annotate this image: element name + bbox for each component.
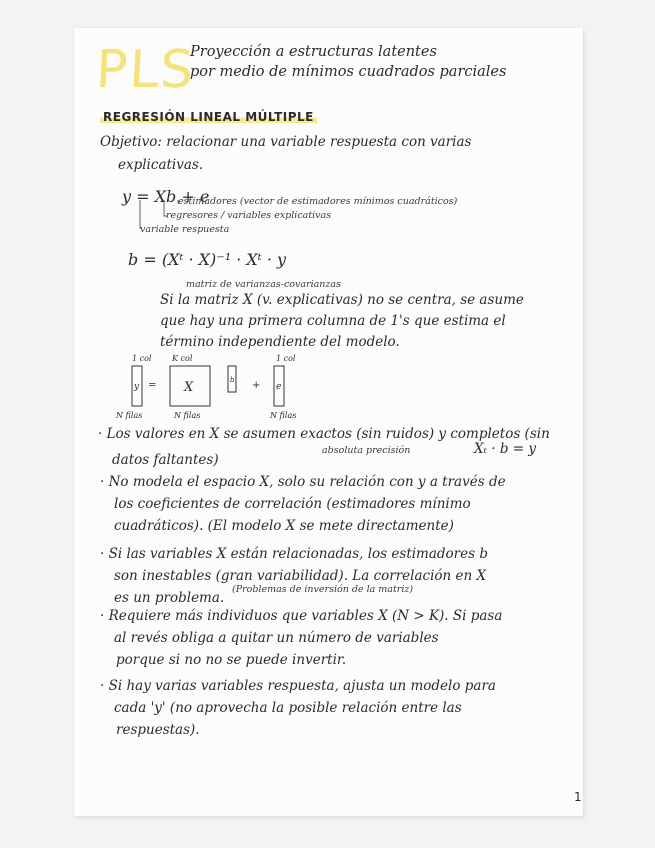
equals-sign: = [148,380,157,391]
x-bottom-label: N filas [174,411,201,420]
bullet-5-line-3: respuestas). [116,722,200,738]
bullet-1-line-1: · Los valores en X se asumen exactos (sin ruidos) y completos (sin [98,426,550,442]
note-varianzas: matriz de varianzas-covarianzas [186,279,341,290]
bullet-5-line-2: cada 'y' (no aprovecha la posible relación entre las [114,700,462,716]
bullet-4-line-2: al revés obliga a quitar un número de variables [114,630,439,646]
plus-sign: + [252,380,261,391]
y-label: y [134,382,140,392]
e-top-label: 1 col [276,354,296,363]
text-centrado-1: Si la matriz X (v. explicativas) no se centra, se asume [160,292,524,308]
e-bottom-label: N filas [270,411,297,420]
text-centrado-3: término independiente del modelo. [160,334,400,350]
text-centrado-2: que hay una primera columna de 1's que estima el [160,313,506,329]
equation-b: b = (Xᵗ · X)⁻¹ · Xᵗ · y [128,250,287,269]
objetivo-line-2: explicativas. [118,157,204,173]
equation-y-xb-e: y = Xb + e [122,187,210,206]
bullet-2-line-1: · No modela el espacio X, solo su relación con y a través de [100,474,506,490]
y-top-label: 1 col [132,354,152,363]
b-label: b [230,376,235,384]
matrix-diagram [112,352,312,426]
page-number: 1 [574,790,582,804]
bullet-1-note-2: Xₜ · b = y [474,441,536,457]
bullet-4-line-3: porque si no no se puede invertir. [116,652,347,668]
bullet-2-line-2: los coeficientes de correlación (estimadores mínimo [114,496,471,512]
bullet-3-line-3: es un problema. [114,590,225,606]
x-top-label: K col [172,354,193,363]
title-line-2: por medio de mínimos cuadrados parciales [190,64,507,80]
bullet-5-line-1: · Si hay varias variables respuesta, ajusta un modelo para [100,678,496,694]
x-label: X [184,380,194,395]
bullet-3-line-1: · Si las variables X están relacionadas, los estimadores b [100,546,488,562]
bullet-1-note: absoluta precisión [322,445,411,456]
e-label: e [276,382,282,392]
note-regresores: regresores / variables explicativas [166,210,332,221]
bullet-3-note: (Problemas de inversión de la matriz) [232,584,414,595]
section-heading: REGRESIÓN LINEAL MÚLTIPLE [100,110,317,124]
bullet-2-line-3: cuadráticos). (El modelo X se mete directamente) [114,518,454,534]
note-variable-respuesta: variable respuesta [140,224,230,235]
bullet-3-line-2: son inestables (gran variabilidad). La correlación en X [114,568,487,584]
bullet-4-line-1: · Requiere más individuos que variables X (N > K). Si pasa [100,608,503,624]
logo-pls: PLS [94,40,197,100]
y-bottom-label: N filas [116,411,143,420]
annotation-arrows [128,200,188,234]
note-estimadores: estimadores (vector de estimadores mínimos cuadráticos) [178,196,458,207]
objetivo-line-1: Objetivo: relacionar una variable respuesta con varias [100,134,472,150]
bullet-1-line-2: datos faltantes) [112,452,219,468]
title-line-1: Proyección a estructuras latentes [190,44,437,60]
